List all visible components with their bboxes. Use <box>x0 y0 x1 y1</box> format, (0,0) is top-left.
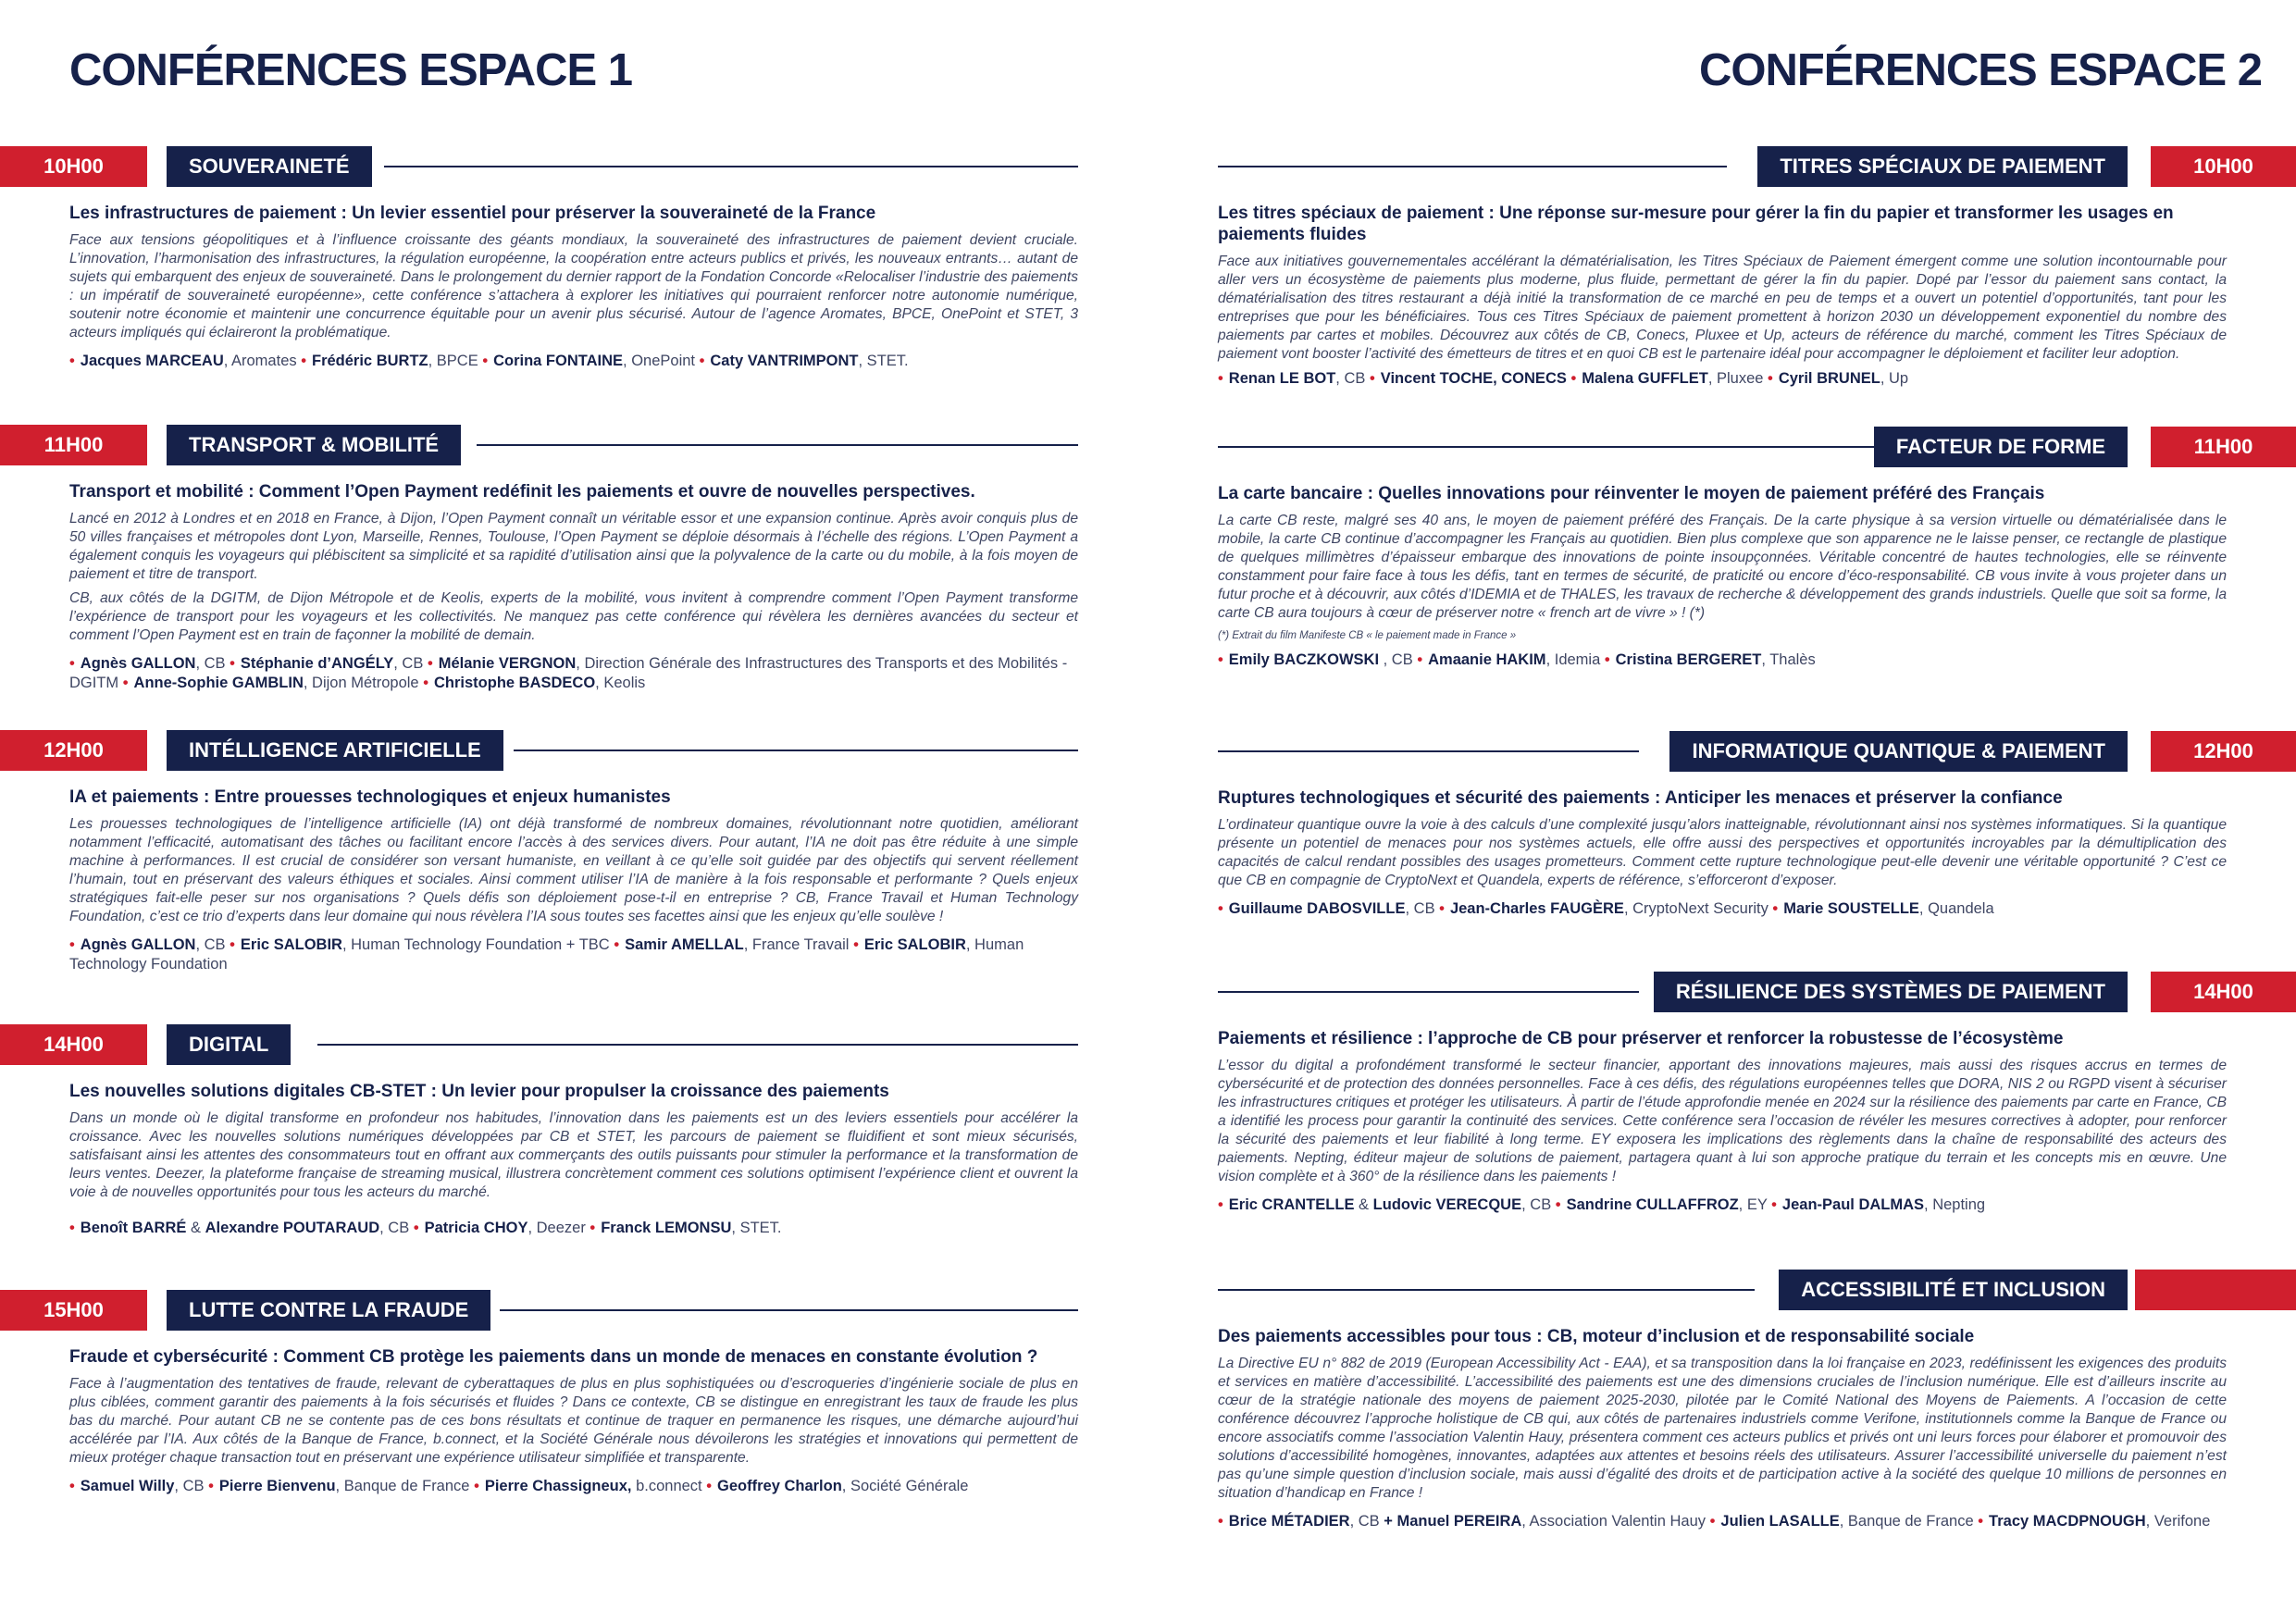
speaker-name: Geoffrey Charlon <box>717 1478 842 1494</box>
speaker-name: Franck LEMONSU <box>601 1220 732 1236</box>
speaker-name: + Manuel PEREIRA <box>1384 1513 1522 1530</box>
speaker-org: , BPCE <box>428 353 478 369</box>
session <box>1148 1270 2296 1531</box>
bullet: • <box>69 353 75 369</box>
speaker-org: & <box>1354 1196 1373 1213</box>
speaker-name: Jean-Paul DALMAS <box>1781 1196 1925 1213</box>
bullet: • <box>1709 1513 1716 1530</box>
talk-title: Les nouvelles solutions digitales CB-STET : Un levier pour propulser la croissance des paiements <box>69 1082 889 1101</box>
speaker-org: , Verifone <box>2145 1513 2211 1530</box>
speaker-name: Marie SOUSTELLE <box>1783 900 1919 917</box>
speaker-org: , Dijon Métropole <box>303 675 419 691</box>
bullet: • <box>1772 900 1779 917</box>
speaker-org: , CB <box>195 936 226 953</box>
bullet: • <box>301 353 306 369</box>
speaker-list <box>1218 899 2227 919</box>
speaker-org: , Direction Générale des Infrastructures des Transports et des Mobilités - DGITM <box>69 655 1068 691</box>
bullet: • <box>69 1478 75 1494</box>
speaker-name: Cristina BERGERET <box>1615 651 1762 668</box>
talk-description: L’essor du digital a profondément transformé le secteur financier, apportant des innovations majeures, mais aussi des risques accrus en termes de cybersécurité et de protection des données personnelles. Face à ces défis, des régulations européennes telles que DORA, NIS 2 ou RGPD visent à sécuriser les infrastructures critiques et protéger les utilisateurs. À partir de l’étude approfondie menée en 2024 sur la résilience des paiements par carte en France, CB a identifié les process pour garantir la continuité des services. Cette conférence sera l’occasion de révéler les mesures correctives à adopter, pour renforcer la sécurité des paiements et leur fiabilité à long terme. EY exposera les implications des règlements dans la chaîne de responsabilité des acteurs des paiements. Nepting, éditeur majeur de solutions de paiement, partagera quant à lui son approche pratique du terrain et les concepts mis en œuvre. Une vision complète et à 360° de la résilience dans les paiements ! <box>1218 1058 2227 1184</box>
speaker-org: , Human Technology Foundation + TBC <box>341 936 610 953</box>
bullet: • <box>69 655 75 672</box>
speaker-name: Malena GUFFLET <box>1582 370 1708 387</box>
speaker-list <box>69 1477 1078 1496</box>
speaker-name: Eric SALOBIR <box>863 936 966 953</box>
bullet: • <box>69 1220 75 1236</box>
speaker-org: , CryptoNext Security <box>1623 900 1769 917</box>
speaker-list <box>1218 650 2227 670</box>
speaker-org: , STET. <box>731 1220 782 1236</box>
speaker-list <box>69 352 1078 371</box>
session-header <box>1148 972 2296 1012</box>
talk-title: La carte bancaire : Quelles innovations pour réinventer le moyen de paiement préféré des Français <box>1218 484 2045 503</box>
speaker-org: , Nepting <box>1924 1196 1986 1213</box>
speaker-list <box>1218 1196 2227 1215</box>
bullet: • <box>474 1478 479 1494</box>
session-header <box>0 730 1148 771</box>
session-time: 12H00 <box>0 730 147 771</box>
session <box>1148 731 2296 919</box>
speaker-org: , EY <box>1738 1196 1768 1213</box>
bullet: • <box>706 1478 713 1494</box>
speaker-org: , Up <box>1880 370 1909 387</box>
bullet: • <box>482 353 489 369</box>
session-theme: SOUVERAINETÉ <box>167 146 372 187</box>
session-header <box>1148 427 2296 467</box>
session-time: 14H00 <box>0 1024 147 1065</box>
bullet: • <box>230 655 235 672</box>
bullet: • <box>423 675 428 691</box>
speaker-org: , CB <box>1405 900 1435 917</box>
speaker-name: Eric SALOBIR <box>240 936 342 953</box>
session-theme: DIGITAL <box>167 1024 291 1065</box>
session <box>0 146 1148 371</box>
session-theme: TITRES SPÉCIAUX DE PAIEMENT <box>1757 146 2128 187</box>
session-header <box>0 1290 1148 1331</box>
talk-title: Les infrastructures de paiement : Un levier essentiel pour préserver la souveraineté de la France <box>69 204 876 223</box>
speaker-name: Amaanie HAKIM <box>1428 651 1546 668</box>
divider <box>384 166 1078 167</box>
speaker-org: , CB <box>195 655 226 672</box>
session-header <box>1148 1270 2296 1310</box>
session-header <box>1148 146 2296 187</box>
speaker-org: , France Travail <box>743 936 850 953</box>
bullet: • <box>1417 651 1423 668</box>
speaker-name: Eric CRANTELLE <box>1228 1196 1355 1213</box>
bullet: • <box>1218 651 1223 668</box>
speaker-name: Renan LE BOT <box>1228 370 1336 387</box>
speaker-org: , CB <box>379 1220 410 1236</box>
bullet: • <box>1439 900 1445 917</box>
session-time: 15H00 <box>0 1290 147 1331</box>
session <box>1148 972 2296 1215</box>
page-title: CONFÉRENCES ESPACE 2 <box>1698 45 2262 95</box>
session-theme: RÉSILIENCE DES SYSTÈMES DE PAIEMENT <box>1654 972 2128 1012</box>
session-time: 11H00 <box>0 425 147 465</box>
talk-description: L’ordinateur quantique ouvre la voie à des calculs d’une complexité jusqu’alors inatteignable, révolutionnant ainsi nos systèmes informatiques. Si la quantique présente un potentiel de menaces pour nos systèmes actuels, elle offre aussi des perspectives et opportunités incroyables par la démultiplication des capacités de calcul rendant possibles des usages prometteurs. Comment cette rupture technologique peut-elle devenir une véritable opportunité ? C’est ce que CB en compagnie de CryptoNext et Quandela, experts de référence, s’efforceront d’exposer. <box>1218 817 2227 888</box>
bullet: • <box>1555 1196 1561 1213</box>
divider <box>1218 446 1875 448</box>
bullet: • <box>1771 1196 1777 1213</box>
bullet: • <box>1218 1513 1223 1530</box>
session-time: 12H00 <box>2151 731 2296 772</box>
speaker-name: Tracy MACDPNOUGH <box>1989 1513 2146 1530</box>
speaker-org: , Human Technology Foundation <box>69 936 1024 973</box>
talk-description: Face aux tensions géopolitiques et à l’influence croissante des géants mondiaux, la souveraineté des infrastructures de paiement devient cruciale. L’innovation, l’harmonisation des infrastructures, la régulation européenne, la coopération entre acteurs publics et privés, les nouveaux entrants… autant de sujets qui embarquent des enjeux de souveraineté. Dans le prolongement du dernier rapport de la Fondation Concorde «Relocaliser l’industrie des paiements : un impératif de souveraineté européenne», cette conférence s’attachera à explorer les initiatives qui pourraient renforcer notre autonomie numérique, soutenir notre économie et maintenir une concurrence équitable pour un avenir plus sécurisé. Autour de l’agence Aromates, BPCE, OnePoint et STET, 3 acteurs impliqués qui éclaireront la problématique. <box>69 232 1078 341</box>
speaker-name: Cyril BRUNEL <box>1778 370 1880 387</box>
bullet: • <box>230 936 235 953</box>
speaker-org: , Keolis <box>595 675 646 691</box>
speaker-org: , Banque de France <box>335 1478 470 1494</box>
speaker-list <box>69 935 1078 974</box>
session <box>0 730 1148 974</box>
speaker-name: Pierre Bienvenu <box>218 1478 336 1494</box>
speaker-name: Pierre Chassigneux, <box>484 1478 632 1494</box>
talk-description: La Directive EU n° 882 de 2019 (European Accessibility Act - EAA), et sa transposition dans la loi française en 2023, redéfinissent les exigences des produits et services en matière d’accessibilité. L’accessibilité des paiements est une des dimensions cruciales de l’inclusion numérique. Elle est d’ailleurs inscrite au cœur de la stratégie nationale des moyens de paiement 2025-2030, pilotée par le Comité National des Moyens de Paiements. A l’occasion de cette conférence découvrez l’approche holistique de CB qui, aux côtés de partenaires industriels comme Verifone, institutionnels comme la Banque de France ou encore associatifs comme l’association Valentin Hauy, présentera comment ces acteurs publics et privés ont uni leurs forces pour élaborer et promouvoir des solutions d’accessibilité homogènes, innovantes, adaptées aux attentes et besoins réels des utilisateurs. Assurer l’accessibilité universelle du paiement n’est pas qu’une simple question d’inclusion sociale, mais aussi d’égalité des droits et de participation active à la société des quelque 10 millions de personnes en situation d’handicap en France ! <box>1218 1356 2227 1501</box>
speaker-name: Benoît BARRÉ <box>80 1220 187 1236</box>
speaker-org: , CB <box>174 1478 205 1494</box>
session-time: 10H00 <box>2151 146 2296 187</box>
session-header <box>0 425 1148 465</box>
bullet: • <box>208 1478 214 1494</box>
speaker-name: Guillaume DABOSVILLE <box>1228 900 1406 917</box>
speaker-list <box>1218 369 2227 389</box>
divider <box>514 750 1078 751</box>
speaker-org: , CB <box>1349 1513 1384 1530</box>
speaker-name: Samir AMELLAL <box>625 936 744 953</box>
session-header <box>0 146 1148 187</box>
bullet: • <box>1218 370 1223 387</box>
divider <box>317 1044 1078 1046</box>
speaker-name: Samuel Willy <box>80 1478 175 1494</box>
speaker-org: , CB <box>1335 370 1366 387</box>
session <box>1148 427 2296 670</box>
talk-title: IA et paiements : Entre prouesses technologiques et enjeux humanistes <box>69 787 671 807</box>
speaker-org: , CB <box>1521 1196 1552 1213</box>
session-header <box>0 1024 1148 1065</box>
speaker-org: , Aromates <box>223 353 297 369</box>
divider <box>477 444 1078 446</box>
bullet: • <box>1978 1513 1984 1530</box>
talk-title: Les titres spéciaux de paiement : Une réponse sur-mesure pour gérer la fin du papier et transformer les usages en paiements fluides <box>1218 204 2174 244</box>
talk-description: Les prouesses technologiques de l’intelligence artificielle (IA) ont déjà transformé de nombreux domaines, révolutionnant notre quotidien, améliorant notamment l’efficacité, automatisant des tâches ou facilitant encore l’accès à des services divers. Pour autant, l’IA ne doit pas être réduite à une simple machine à performances. Il est crucial de considérer son versant humaniste, en veillant à ce qu’elle soit guidée par des objectifs qui servent réellement l’humain, tout en préservant des valeurs éthiques et sociales. Ainsi comment utiliser l’IA de manière à la fois responsable et performante ? Quels enjeux stratégiques fait-elle peser sur nos organisations ? Quels défis son déploiement pose-t-il en entreprise ? CB, France Travail et Human Technology Foundation, c’est ce trio d’experts dans leur domaine qui nous révèlera l’IA sous toutes ses facettes ainsi que les enjeux qu’elle soulève ! <box>69 816 1078 924</box>
talk-title: Transport et mobilité : Comment l’Open Payment redéfinit les paiements et ouvre de nouvelles perspectives. <box>69 482 975 502</box>
speaker-org: b.connect <box>631 1478 702 1494</box>
session <box>0 425 1148 693</box>
divider <box>1218 991 1639 993</box>
talk-title: Fraude et cybersécurité : Comment CB protège les paiements dans un monde de menaces en constante évolution ? <box>69 1347 1038 1367</box>
speaker-org: , Thalès <box>1761 651 1816 668</box>
bullet: • <box>122 675 129 691</box>
speaker-org: , Société Générale <box>841 1478 969 1494</box>
bullet: • <box>1768 370 1773 387</box>
speaker-name: Agnès GALLON <box>80 655 196 672</box>
talk-title: Ruptures technologiques et sécurité des paiements : Anticiper les menaces et préserver la confiance <box>1218 788 2063 808</box>
session-theme: INFORMATIQUE QUANTIQUE & PAIEMENT <box>1669 731 2128 772</box>
right-column <box>1148 0 2296 1623</box>
speaker-org: , CB <box>1379 651 1413 668</box>
speaker-name: Stéphanie d’ANGÉLY <box>240 655 394 672</box>
speaker-org: , STET. <box>858 353 909 369</box>
speaker-name: Ludovic VERECQUE <box>1372 1196 1522 1213</box>
speaker-org: , OnePoint <box>623 353 696 369</box>
bullet: • <box>413 1220 419 1236</box>
session-time: 10H00 <box>0 146 147 187</box>
divider <box>1218 750 1639 752</box>
talk-title: Paiements et résilience : l’approche de CB pour préserver et renforcer la robustesse de l’écosystème <box>1218 1029 2064 1048</box>
divider <box>500 1309 1078 1311</box>
talk-title: Des paiements accessibles pour tous : CB, moteur d’inclusion et de responsabilité sociale <box>1218 1327 1975 1346</box>
session-time: 14H00 <box>2151 972 2296 1012</box>
talk-description: CB, aux côtés de la DGITM, de Dijon Métropole et de Keolis, experts de la mobilité, vous invitent à comprendre comment l’Open Payment transforme l’expérience de transport pour les voyageurs et les collectivités. Ne manquez pas cette conférence qui révèlera les dernières avancées du secteur et comment l’Open Payment est en train de façonner la mobilité de demain. <box>69 590 1078 643</box>
speaker-org: , Pluxee <box>1707 370 1764 387</box>
divider <box>1218 166 1727 167</box>
talk-description: Lancé en 2012 à Londres et en 2018 en France, à Dijon, l’Open Payment connaît un véritable essor et une expansion continue. Après avoir conquis plus de 50 villes françaises et métropoles dont Lyon, Marseille, Rennes, Toulouse, l’Open Payment se déploie désormais à l’échelle des régions. L’Open Payment a également conquis les voyageurs qui plébiscitent sa simplicité et sa rapidité d’utilisation ainsi que la polyvalence de la carte ou du mobile, à la fois moyen de paiement et titre de transport. <box>69 511 1078 582</box>
speaker-list <box>1218 1512 2227 1531</box>
speaker-name: Anne-Sophie GAMBLIN <box>133 675 304 691</box>
speaker-name: Mélanie VERGNON <box>438 655 577 672</box>
speaker-name: Emily BACZKOWSKI <box>1228 651 1380 668</box>
speaker-org: , Quandela <box>1918 900 1994 917</box>
bullet: • <box>614 936 620 953</box>
talk-description: Face aux initiatives gouvernementales accélérant la dématérialisation, les Titres Spéciaux de Paiement émergent comme une solution incontournable pour aller vers un écosystème de paiements plus moderne, plus fluide, permettant de gérer la fin du papier. Dopé par l’essor du paiement sans contact, la dématérialisation des titres restaurant a déjà initié la transformation de ce marché en peu de temps et a ouvert un potentiel d’opportunités, tant pour les entreprises que pour les bénéficiaires. Tous ces Titres Spéciaux de paiement promettent à horizon 2030 un développement exponentiel du nombre des paiements par cartes et mobiles. Découvrez aux côtés de CB, Conecs, Pluxee et Up, acteurs de référence du marché, comment les Titres Spéciaux de paiement vont booster l’activité des émetteurs de titres et en quoi CB est le partenaire idéal pour accompagner le déploiement et faciliter leur adoption. <box>1218 254 2227 362</box>
speaker-org: , Banque de France <box>1839 1513 1974 1530</box>
speaker-name: Patricia CHOY <box>424 1220 528 1236</box>
bullet: • <box>699 353 705 369</box>
speaker-name: Christophe BASDECO <box>433 675 596 691</box>
session <box>0 1290 1148 1496</box>
speaker-name: Julien LASALLE <box>1720 1513 1840 1530</box>
divider <box>1218 1289 1755 1291</box>
speaker-org: , Association Valentin Hauy <box>1521 1513 1706 1530</box>
speaker-name: Frédéric BURTZ <box>312 353 428 369</box>
bullet: • <box>427 655 433 672</box>
bullet: • <box>1604 651 1610 668</box>
session-header <box>1148 731 2296 772</box>
speaker-name: Jean-Charles FAUGÈRE <box>1449 900 1624 917</box>
speaker-name: Vincent TOCHE, CONECS <box>1380 370 1567 387</box>
speaker-org: , CB <box>393 655 424 672</box>
speaker-name: Alexandre POUTARAUD <box>205 1220 380 1236</box>
bullet: • <box>1369 370 1375 387</box>
speaker-name: Jacques MARCEAU <box>80 353 224 369</box>
bullet: • <box>1218 1196 1223 1213</box>
session-theme: ACCESSIBILITÉ ET INCLUSION <box>1779 1270 2128 1310</box>
bullet: • <box>853 936 859 953</box>
bullet: • <box>1218 900 1223 917</box>
session-theme: INTÉLLIGENCE ARTIFICIELLE <box>167 730 503 771</box>
session-theme: LUTTE CONTRE LA FRAUDE <box>167 1290 490 1331</box>
session <box>0 1024 1148 1238</box>
speaker-org: , Deezer <box>527 1220 586 1236</box>
talk-description: Face à l’augmentation des tentatives de fraude, relevant de cyberattaques de plus en plus sophistiquées ou d’escroqueries d’ingénierie sociale de plus en plus ciblées, comment garantir des paiements à la fois sécurisés et fluides ? Dans ce contexte, CB se distingue en enregistrant les taux de fraude les plus bas du marché. Pour autant CB ne se contente pas de ces bons résultats et continue de traquer en permanence les risques, une démarche aujourd’hui accélérée par l’IA. Aux côtés de la Banque de France, b.connect, et la Société Générale nous dévoilerons les stratégies et innovations qui permettent de mieux protéger chaque transaction tout en préservant une expérience utilisateur simplifiée et transparente. <box>69 1376 1078 1466</box>
bullet: • <box>590 1220 596 1236</box>
talk-description: Dans un monde où le digital transforme en profondeur nos habitudes, l’innovation dans les paiements est un des leviers essentiels pour accélérer la croissance. Avec les nouvelles solutions numériques développées par CB et STET, les parcours de paiement se fluidifient et sont mieux sécurisés, satisfaisant ainsi les attentes des consommateurs tout en offrant aux commerçants des outils puissants pour stimuler la performance et la transformation de leurs ventes. Deezer, la plateforme française de streaming musical, illustrera concrètement comment ces solutions optimisent l’expérience client et ouvrent la voie à de nouvelles opportunités pour tous les acteurs du marché. <box>69 1110 1078 1200</box>
speaker-name: Caty VANTRIMPONT <box>710 353 859 369</box>
session-theme: TRANSPORT & MOBILITÉ <box>167 425 461 465</box>
bullet: • <box>69 936 75 953</box>
footnote: (*) Extrait du film Manifeste CB « le paiement made in France » <box>1218 630 1517 641</box>
bullet: • <box>1570 370 1577 387</box>
speaker-name: Agnès GALLON <box>80 936 196 953</box>
speaker-org: , Idemia <box>1545 651 1601 668</box>
session-time <box>2135 1270 2296 1310</box>
speaker-list <box>69 1219 1078 1238</box>
session-theme: FACTEUR DE FORME <box>1874 427 2128 467</box>
speaker-org: & <box>186 1220 205 1236</box>
speaker-name: Brice MÉTADIER <box>1228 1513 1350 1530</box>
talk-description: La carte CB reste, malgré ses 40 ans, le moyen de paiement préféré des Français. De la carte physique à sa version virtuelle ou dématérialisée dans le mobile, la carte CB continue d’accompagner les Français au quotidien. Bien plus complexe que son apparence ne le laisse penser, ce rectangle de plastique de quelques millimètres d’épaisseur embarque des innovations de pointe insoupçonnées. Véritable concentré de hautes technologies, elle se réinvente constamment pour faire face à tous les défis, tant en termes de sécurité, de praticité ou encore d’éco-responsabilité. CB vous invite à vous projeter dans un futur proche et à découvrir, aux côtés d’IDEMIA et de THALES, les travaux de recherche & développement des grands industriels. Quelle que soit sa forme, la carte CB aura toujours à cœur de préserver notre « french art de vivre » ! (*) <box>1218 513 2227 621</box>
session-time: 11H00 <box>2151 427 2296 467</box>
speaker-name: Corina FONTAINE <box>493 353 624 369</box>
session <box>1148 146 2296 389</box>
speaker-list <box>69 654 1078 693</box>
speaker-name: Sandrine CULLAFFROZ <box>1566 1196 1739 1213</box>
page-title: CONFÉRENCES ESPACE 1 <box>69 45 633 95</box>
